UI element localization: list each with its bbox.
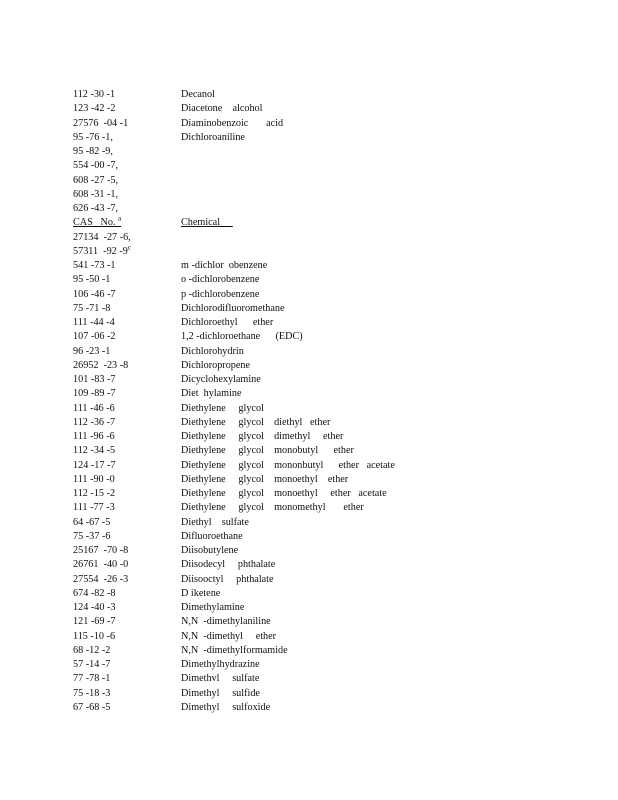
table-row: [73, 687, 593, 701]
chemical-name: Dimethvl sulfate: [181, 673, 260, 685]
chemical-name: N,N -dimethylformamide: [181, 644, 288, 656]
cas-number: 112 -36 -7: [73, 416, 116, 428]
cas-number: 96 -23 -1: [73, 345, 111, 357]
table-row: [73, 416, 593, 430]
chemical-name: Diethylene glycol mononbutyl ether acetate: [181, 459, 395, 471]
table-row: [73, 644, 593, 658]
chemical-name: 1,2 -dichloroethane (EDC): [181, 331, 303, 343]
cas-number: 95 -50 -1: [73, 274, 111, 286]
cas-column-header: [73, 216, 121, 230]
table-row: [73, 544, 593, 558]
table-row: [73, 145, 593, 159]
chemical-name: Diethylene glycol diethyl ether: [181, 416, 331, 428]
table-row: [73, 88, 593, 102]
cas-number: 124 -17 -7: [73, 459, 116, 471]
chemical-name: Dimethyl sulfide: [181, 687, 260, 699]
chemical-name: Diethylene glycol monomethyl ether: [181, 502, 364, 514]
table-row: [73, 302, 593, 316]
chemical-name: Diethyl sulfate: [181, 516, 249, 528]
table-row: [73, 231, 593, 245]
cas-number: 75 -37 -6: [73, 530, 111, 542]
cas-number: 68 -12 -2: [73, 644, 111, 656]
table-row: [73, 316, 593, 330]
cas-number: 25167 -70 -8: [73, 545, 129, 556]
table-row: [73, 387, 593, 401]
chemical-name: Dimethyl sulfoxide: [181, 701, 271, 713]
cas-number: 27134 -27 -6,: [73, 231, 131, 243]
table-row: [73, 487, 593, 501]
table-row: [73, 402, 593, 416]
cas-number: 95 -82 -9,: [73, 146, 113, 157]
chemical-name: Diacetone alcohol: [181, 103, 263, 115]
table-row: [73, 430, 593, 444]
table-row: [73, 672, 593, 686]
cas-number: 27554 -26 -3: [73, 573, 129, 585]
cas-number: 608 -27 -5,: [73, 174, 118, 186]
cas-number: 112 -15 -2: [73, 488, 116, 499]
footnote-mark: a: [118, 214, 122, 223]
cas-number: 111 -46 -6: [73, 402, 115, 414]
table-row: [73, 202, 593, 216]
chemical-name: Diethylene glycol monoethyl ether: [181, 473, 349, 485]
chemical-name: Diisobutylene: [181, 545, 239, 556]
chemical-name: N,N -dimethyl ether: [181, 630, 277, 642]
chemical-name: Dichlorohydrin: [181, 345, 244, 357]
table-row: [73, 587, 593, 601]
table-row: [73, 345, 593, 359]
cas-number: 111 -90 -0: [73, 473, 115, 485]
cas-number: 115 -10 -6: [73, 630, 116, 642]
chemical-name: Diethylene glycol dimethyl ether: [181, 431, 344, 442]
cas-number: [73, 245, 131, 259]
chemical-name: Diisooctyl phthalate: [181, 573, 274, 585]
cas-number: 57 -14 -7: [73, 659, 111, 670]
table-row: [73, 359, 593, 373]
table-row: [73, 159, 593, 173]
table-header-row: [73, 216, 593, 230]
table-row: [73, 174, 593, 188]
table-row: [73, 630, 593, 644]
cas-number: 111 -44 -4: [73, 317, 115, 328]
table-row: [73, 459, 593, 473]
cas-number: 27576 -04 -1: [73, 117, 129, 129]
cas-number: 111 -77 -3: [73, 502, 115, 514]
chemical-name: Dichloroethyl ether: [181, 317, 274, 328]
table-row: [73, 102, 593, 116]
chemical-table: [73, 88, 593, 715]
chemical-name: Diisodecyl phthalate: [181, 559, 276, 571]
table-row: [73, 601, 593, 615]
table-row: [73, 259, 593, 273]
table-row: [73, 373, 593, 387]
cas-header-label: CAS No.: [73, 217, 119, 229]
chemical-name: D iketene: [181, 587, 221, 599]
chemical-name: p -dichlorobenzene: [181, 288, 260, 300]
cas-number: 109 -89 -7: [73, 388, 116, 400]
table-row: [73, 658, 593, 672]
cas-number: 608 -31 -1,: [73, 188, 118, 200]
chemical-name: Diethylene glycol: [181, 402, 264, 414]
chemical-name: Dichlorodifluoromethane: [181, 302, 285, 314]
table-row: [73, 501, 593, 515]
cas-number: 77 -78 -1: [73, 673, 111, 685]
cas-number: 626 -43 -7,: [73, 203, 118, 214]
cas-number: 106 -46 -7: [73, 288, 116, 300]
cas-number: 674 -82 -8: [73, 587, 116, 599]
cas-number: 101 -83 -7: [73, 374, 116, 385]
chemical-name: Dimethylhydrazine: [181, 659, 260, 670]
table-row: [73, 444, 593, 458]
table-row: [73, 117, 593, 131]
chemical-name: Dicyclohexylamine: [181, 374, 261, 385]
cas-number: 26952 -23 -8: [73, 359, 129, 371]
table-row: [73, 701, 593, 715]
table-row: [73, 516, 593, 530]
cas-number: 64 -67 -5: [73, 516, 111, 528]
table-row: [73, 558, 593, 572]
table-row: [73, 330, 593, 344]
chemical-name: m -dichlor obenzene: [181, 260, 268, 271]
chemical-name: Dichloroaniline: [181, 131, 245, 143]
chemical-name: Dimethylamine: [181, 602, 245, 613]
table-row: [73, 530, 593, 544]
cas-number: 123 -42 -2: [73, 103, 116, 115]
chemical-name: Diethylene glycol monoethyl ether acetate: [181, 488, 387, 499]
table-row: [73, 615, 593, 629]
chemical-name: Diethylene glycol monobutyl ether: [181, 445, 354, 457]
cas-number: 541 -73 -1: [73, 260, 116, 271]
table-row: [73, 473, 593, 487]
table-row: [73, 273, 593, 287]
table-row: [73, 188, 593, 202]
cas-number: 107 -06 -2: [73, 331, 116, 343]
cas-number: 75 -18 -3: [73, 687, 111, 699]
chemical-column-header: Chemical: [181, 217, 233, 229]
chemical-name: N,N -dimethylaniline: [181, 616, 271, 628]
footnote-mark: c: [127, 243, 131, 252]
table-row: [73, 573, 593, 587]
cas-number: 124 -40 -3: [73, 602, 116, 613]
cas-number: 554 -00 -7,: [73, 160, 118, 172]
cas-number: 67 -68 -5: [73, 701, 111, 713]
cas-number: 112 -34 -5: [73, 445, 116, 457]
cas-number: 112 -30 -1: [73, 89, 116, 100]
cas-number: 75 -71 -8: [73, 302, 111, 314]
chemical-name: Diet hylamine: [181, 388, 242, 400]
cas-number: 26761 -40 -0: [73, 559, 129, 571]
chemical-name: Decanol: [181, 89, 215, 100]
table-row: [73, 245, 593, 259]
cas-number: 121 -69 -7: [73, 616, 116, 628]
chemical-name: Dichloropropene: [181, 359, 251, 371]
chemical-name: Difluoroethane: [181, 530, 243, 542]
table-row: [73, 131, 593, 145]
chemical-name: o -dichlorobenzene: [181, 274, 260, 286]
table-row: [73, 288, 593, 302]
cas-number: 95 -76 -1,: [73, 131, 113, 143]
cas-number-text: 57311 -92 -9: [73, 245, 128, 257]
cas-number: 111 -96 -6: [73, 431, 115, 442]
chemical-name: Diaminobenzoic acid: [181, 117, 284, 129]
